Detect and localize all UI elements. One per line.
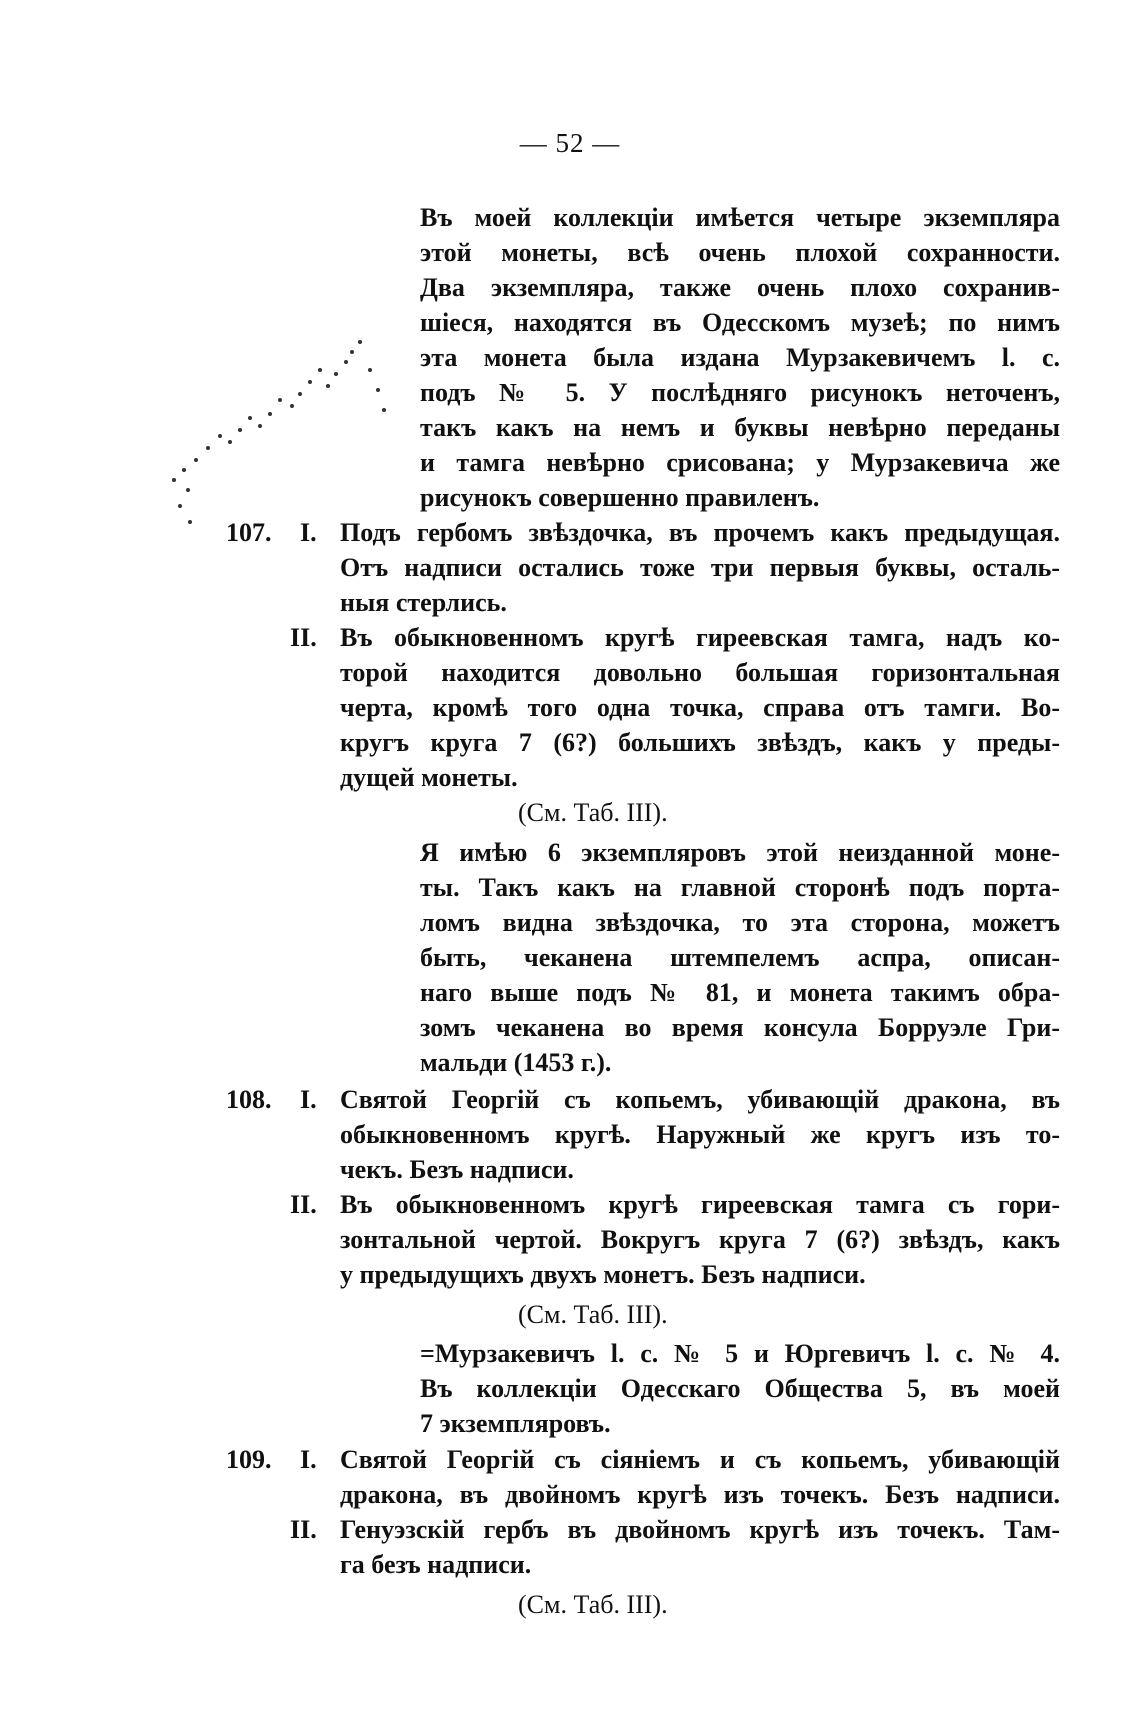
intro-line-1: Въ моей коллекціи имѣется четыре экземпляра — [420, 203, 1060, 232]
side-label-109-i: I. — [300, 1445, 317, 1474]
note107-line-3: ломъ видна звѣздочка, то эта сторона, можетъ — [420, 908, 1060, 937]
e107-ii-line-1: Въ обыкновенномъ кругѣ гиреевская тамга, надъ ко- — [340, 623, 1060, 652]
page-number: — 52 — — [519, 128, 621, 158]
note107-line-5: наго выше подъ № 81, и монета такимъ обра- — [420, 978, 1060, 1007]
intro-line-5: эта монета была издана Мурзакевичемъ l. c. — [420, 343, 1060, 372]
e108-ii-line-3: у предыдущихъ двухъ монетъ. Безъ надписи. — [340, 1260, 866, 1289]
e109-table-ref: (См. Таб. III). — [518, 1590, 668, 1619]
e108-i-line-3: чекъ. Безъ надписи. — [340, 1155, 574, 1184]
e107-i-line-1: Подъ гербомъ звѣздочка, въ прочемъ какъ предыдущая. — [340, 518, 1060, 547]
note107-line-1: Я имѣю 6 экземпляровъ этой неизданной моне- — [420, 838, 1060, 867]
e107-ii-line-5: дущей монеты. — [340, 763, 518, 792]
e107-ii-line-3: черта, кромѣ того одна точка, справа отъ тамги. Во- — [340, 693, 1060, 722]
intro-line-3: Два экземпляра, также очень плохо сохранив- — [420, 273, 1060, 302]
side-label-108-i: I. — [300, 1085, 317, 1114]
side-label-109-ii: II. — [290, 1515, 317, 1544]
e108-i-line-2: обыкновенномъ кругѣ. Наружный же кругъ изъ то- — [340, 1120, 1060, 1149]
intro-line-6: подъ № 5. У послѣдняго рисунокъ неточенъ, — [420, 378, 1060, 407]
intro-line-9: рисунокъ совершенно правиленъ. — [420, 483, 820, 512]
intro-line-8: и тамга невѣрно срисована; у Мурзакевича же — [420, 448, 1060, 477]
e107-ii-line-2: торой находится довольно большая горизонтальная — [340, 658, 1060, 687]
e108-ii-line-2: зонтальной чертой. Вокругъ круга 7 (6?) звѣздъ, какъ — [340, 1225, 1060, 1254]
note107-line-2: ты. Такъ какъ на главной сторонѣ подъ порта- — [420, 873, 1060, 902]
intro-line-7: такъ какъ на немъ и буквы невѣрно переданы — [420, 413, 1060, 442]
e107-table-ref: (См. Таб. III). — [518, 798, 668, 827]
note107-line-7: мальди (1453 г.). — [420, 1048, 612, 1077]
entry-number-107: 107. — [226, 518, 272, 547]
side-label-107-ii: II. — [290, 623, 317, 652]
e109-ii-line-1: Генуэзскій гербъ въ двойномъ кругѣ изъ точекъ. Там- — [340, 1515, 1060, 1544]
note108-line-3: 7 экземпляровъ. — [420, 1409, 611, 1438]
side-label-107-i: I. — [300, 518, 317, 547]
intro-line-4: шіеся, находятся въ Одесскомъ музеѣ; по нимъ — [420, 308, 1060, 337]
e109-i-line-2: дракона, въ двойномъ кругѣ изъ точекъ. Безъ надписи. — [340, 1480, 1060, 1509]
e107-ii-line-4: кругъ круга 7 (6?) большихъ звѣздъ, какъ у преды- — [340, 728, 1060, 757]
e109-i-line-1: Святой Георгій съ сіяніемъ и съ копьемъ, убивающій — [340, 1445, 1060, 1474]
e107-i-line-3: ныя стерлись. — [340, 588, 507, 617]
e109-ii-line-2: га безъ надписи. — [340, 1550, 532, 1579]
intro-line-2: этой монеты, всѣ очень плохой сохранности. — [420, 238, 1060, 267]
side-label-108-ii: II. — [290, 1190, 317, 1219]
e108-table-ref: (См. Таб. III). — [518, 1300, 668, 1329]
e108-ii-line-1: Въ обыкновенномъ кругѣ гиреевская тамга съ гори- — [340, 1190, 1060, 1219]
e108-i-line-1: Святой Георгій съ копьемъ, убивающій дракона, въ — [340, 1085, 1060, 1114]
entry-number-109: 109. — [226, 1445, 272, 1474]
e107-i-line-2: Отъ надписи остались тоже три первыя буквы, осталь- — [340, 553, 1060, 582]
note108-line-1: =Мурзакевичъ l. c. № 5 и Юргевичъ l. c. № 4. — [420, 1339, 1060, 1368]
note107-line-4: быть, чеканена штемпелемъ аспра, описан- — [420, 943, 1060, 972]
entry-number-108: 108. — [226, 1085, 272, 1114]
note107-line-6: зомъ чеканена во время консула Борруэле Гри- — [420, 1013, 1060, 1042]
note108-line-2: Въ коллекціи Одесскаго Общества 5, въ моей — [420, 1374, 1060, 1403]
